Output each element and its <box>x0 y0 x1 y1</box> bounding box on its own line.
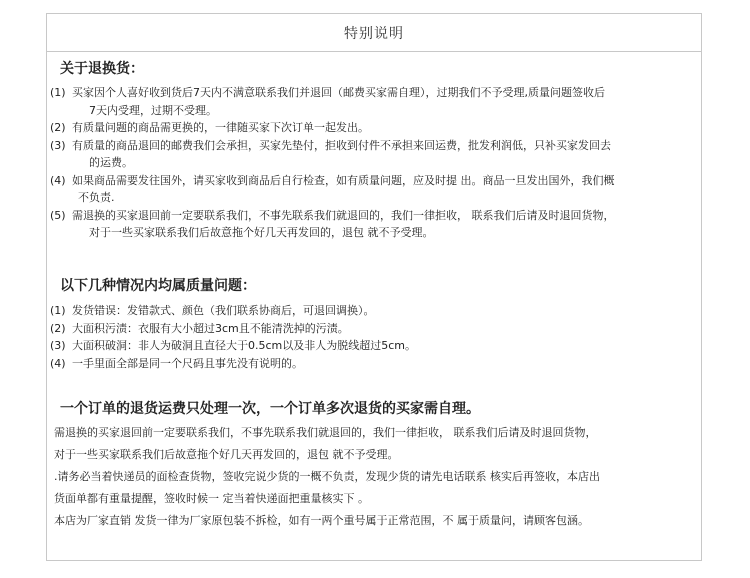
list-item: (3) 大面积破洞：非人为破洞且直径大于0.5cm以及非人为脱线超过5cm。 <box>50 339 417 352</box>
list-item: (1) 发货错误：发错款式、颜色（我们联系协商后，可退回调换）。 <box>50 304 375 317</box>
shipping-notice-title: 一个订单的退货运费只处理一次，一个订单多次退货的买家需自理。 <box>60 401 480 417</box>
title-bar <box>47 14 701 52</box>
notice-line: 本店为厂家直销 发货一律为厂家原包装不拆检，如有一两个重号属于正常范围，不 属于质量问，请顾客包涵。 <box>54 514 589 527</box>
list-item: (5) 需退换的买家退回前一定要联系我们，不事先联系我们就退回的，我们一律拒收， 联系我们后请及时退回货物， 对于一些买家联系我们后故意拖个好几天再发回的，退包 就不予受理。 <box>50 208 615 239</box>
list-item: (4) 如果商品需要发往国外，请买家收到商品后自行检查，如有质量问题，应及时提 出。商品一旦发出国外，我们概 不负责. <box>50 173 615 204</box>
list-item: (2) 大面积污渍：衣服有大小超过3cm且不能清洗掉的污渍。 <box>50 321 349 335</box>
page-title: 特别说明 <box>344 25 404 42</box>
notice-line: 货面单都有重量提醒，签收时候一 定当着快递面把重量核实下 。 <box>54 492 369 505</box>
list-item: (1) 买家因个人喜好收到货后7天内不满意联系我们并退回（邮费买家需自理），过期我们不予受理,质量问题签收后 7天内受理，过期不受理。 <box>50 86 605 117</box>
return-policy-list <box>50 84 744 242</box>
list-item: (3) 有质量的商品退回的邮费我们会承担，买家先垫付，拒收到付件不承担来回运费，批发利润低，只补买家发回去 的运费。 <box>50 138 611 169</box>
quality-issues-list <box>50 302 744 372</box>
shipping-notice-body <box>54 422 744 532</box>
notice-line: 对于一些买家联系我们后故意拖个好几天再发回的，退包 就不予受理。 <box>54 448 399 461</box>
quality-issues-title: 以下几种情况内均属质量问题： <box>60 278 256 294</box>
return-policy-title: 关于退换货： <box>60 61 144 77</box>
list-item: (4) 一手里面全部是同一个尺码且事先没有说明的。 <box>50 356 303 370</box>
notice-line: .请务必当着快递员的面检查货物，签收完说少货的一概不负责，发现少货的请先电话联系 核实后再签收，本店出 <box>54 470 600 483</box>
list-item: (2) 有质量问题的商品需更换的，一律随买家下次订单一起发出。 <box>50 121 369 134</box>
notice-line: 需退换的买家退回前一定要联系我们，不事先联系我们就退回的，我们一律拒收， 联系我们后请及时退回货物， <box>54 426 597 439</box>
